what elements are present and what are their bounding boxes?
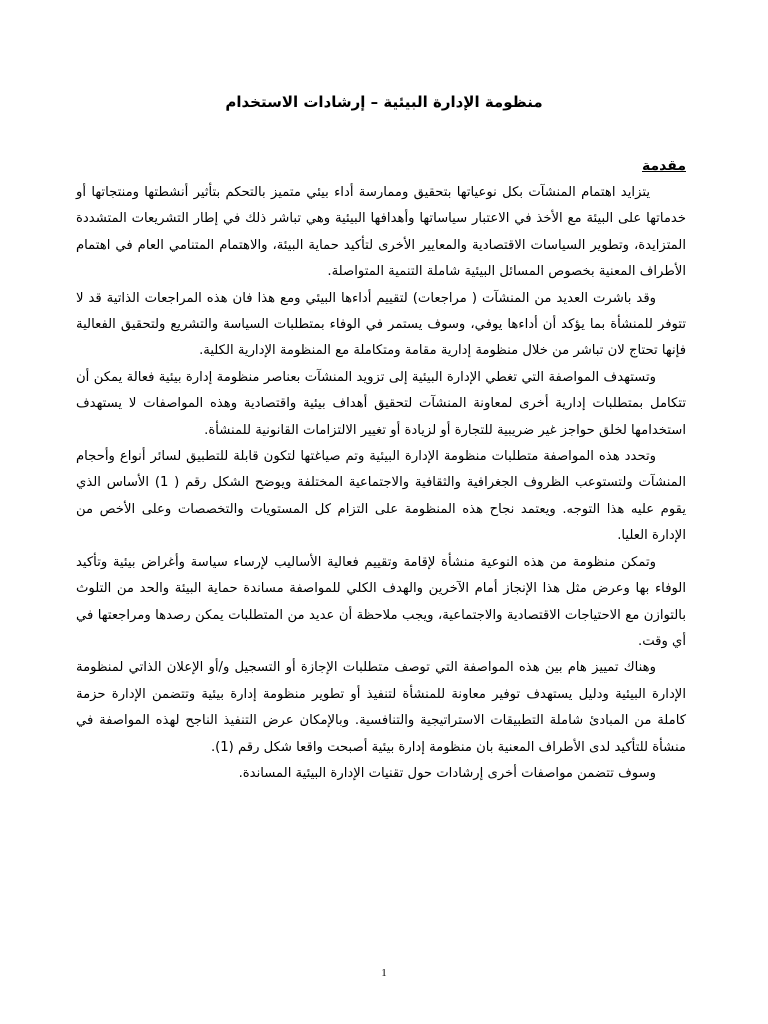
paragraph: وسوف تتضمن مواصفات أخرى إرشادات حول تقنيات الإدارة البيئية المساندة. xyxy=(238,765,656,781)
paragraph: وتحدد هذه المواصفة متطلبات منظومة الإدارة البيئية وتم صياغتها لتكون قابلة للتطبيق لسائر أنواع وأحجام المنشآت ولتستوعب الظروف الجغرافية والثقافية والاجتماعية المختلفة ويوضح الشكل رقم ( 1) الأساس الذي يقوم عليه هذا التوجه. ويعتمد نجاح هذه المنظومة على التزام كل المستويات والتخصصات وعلى الأخص من الإدارة العليا. xyxy=(76,449,686,544)
page-number: 1 xyxy=(381,967,387,979)
document-body xyxy=(76,180,686,787)
paragraph: وهناك تمييز هام بين هذه المواصفة التي توصف متطلبات الإجازة أو التسجيل و/أو الإعلان الذاتي لمنظومة الإدارة البيئية ودليل يستهدف توفير معاونة للمنشأة لتنفيذ أو تطوير منظومة إدارة بيئية وتتضمن الإدارة حزمة كاملة من المبادئ شاملة التطبيقات الاستراتيجية والتنافسية. وبالإمكان عرض التنفيذ الناجح لهذه المواصفة في منشأة للتأكيد لدى الأطراف المعنية بان منظومة إدارة بيئية أصبحت واقعا شكل رقم (1). xyxy=(76,660,686,755)
paragraph: وقد باشرت العديد من المنشآت ( مراجعات) لتقييم أداءها البيئي ومع هذا فان هذه المراجعات الذاتية قد لا تتوفر للمنشأة بما يؤكد أن أداءها يوفي، وسوف يستمر في الوفاء بمتطلبات السياسة والتشريع ولتحقيق الفعالية فإنها تحتاج لان تباشر من خلال منظومة إدارية مقامة ومتكاملة مع المنظومة الإدارية الكلية. xyxy=(76,290,686,359)
paragraph: وتمكن منظومة من هذه النوعية منشأة لإقامة وتقييم فعالية الأساليب لإرساء سياسة وأغراض بيئية وتأكيد الوفاء بها وعرض مثل هذا الإنجاز أمام الآخرين والهدف الكلي للمواصفة مساندة حماية البيئة والحد من التلوث بالتوازن مع الاحتياجات الاقتصادية والاجتماعية، ويجب ملاحظة أن عديد من المتطلبات يمكن رصدها ومراجعتها في أي وقت. xyxy=(76,554,686,649)
paragraph: وتستهدف المواصفة التي تغطي الإدارة البيئية إلى تزويد المنشآت بعناصر منظومة إدارة بيئية فعالة يمكن أن تتكامل بمتطلبات إدارية أخرى لمعاونة المنشآت لتحقيق أهداف بيئية واقتصادية وهذه المواصفات لا يستهدف استخدامها لخلق حواجز غير ضريبية للتجارة أو لزيادة أو تغيير الالتزامات القانونية للمنشأة. xyxy=(76,369,686,438)
paragraph: يتزايد اهتمام المنشآت بكل نوعياتها بتحقيق وممارسة أداء بيئي متميز بالتحكم بتأثير أنشطتها ومنتجاتها أو خدماتها على البيئة مع الأخذ في الاعتبار سياساتها وأهدافها البيئية وهي تباشر ذلك في إطار التشريعات المتشددة المتزايدة، وتطوير السياسات الاقتصادية والمعايير الأخرى لتأكيد حماية البيئة، والاهتمام المتنامي العام في اهتمام الأطراف المعنية بخصوص المسائل البيئية شاملة التنمية المتواصلة. xyxy=(76,185,686,280)
section-heading: مقدمة xyxy=(642,158,686,174)
document-title: منظومة الإدارة البيئية – إرشادات الاستخدام xyxy=(225,93,543,111)
